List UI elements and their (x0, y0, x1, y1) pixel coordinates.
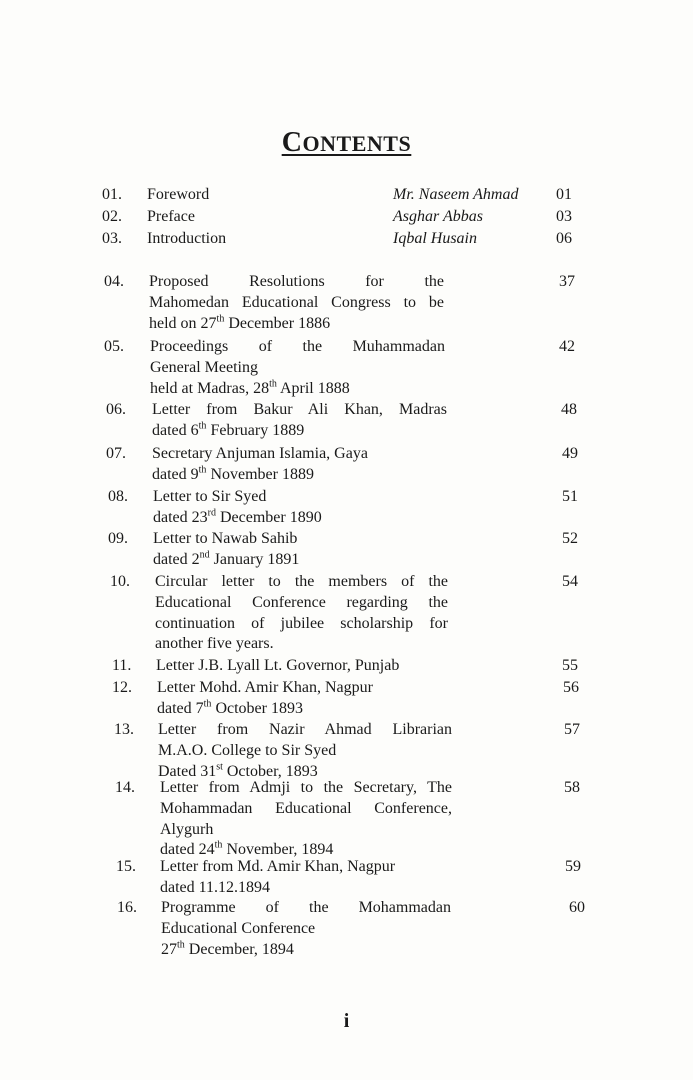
entry-line: held on 27th December 1886 (149, 313, 331, 332)
entry-number: 10. (110, 573, 130, 590)
entry-title (152, 400, 447, 442)
ordinal-suffix: th (216, 313, 225, 325)
entry-line: dated 6th February 1889 (152, 420, 305, 439)
entry-number: 11. (112, 657, 132, 674)
entry-page-number: 49 (562, 445, 578, 462)
entry-line: another five years. (155, 635, 274, 653)
entry-line: dated 7th October 1893 (157, 698, 303, 717)
ordinal-suffix: nd (199, 549, 210, 561)
entry-line: Letter to Nawab Sahib (153, 530, 298, 547)
entry-title (150, 337, 445, 399)
entry-title (152, 444, 447, 486)
entry-line: Proposed Resolutions for the (149, 273, 444, 290)
entry-title (153, 487, 448, 529)
entry-number: 09. (108, 530, 128, 547)
entry-number: 01. (102, 186, 122, 203)
entry-line: Letter Mohd. Amir Khan, Nagpur (157, 679, 373, 696)
ordinal-suffix: rd (207, 507, 216, 519)
ordinal-suffix: st (216, 761, 223, 773)
entry-line: dated 24th November, 1894 (160, 840, 334, 859)
entry-number: 12. (112, 679, 132, 696)
entry-line: Educational Conference regarding the (155, 593, 448, 611)
entry-line: M.A.O. College to Sir Syed (158, 741, 337, 759)
entry-title (160, 857, 452, 899)
entry-line: Letter from Bakur Ali Khan, Madras (152, 401, 447, 418)
entry-number: 13. (114, 721, 134, 738)
entry-line: Educational Conference (161, 919, 316, 937)
entry-author: Iqbal Husain (393, 230, 477, 247)
entry-line: dated 9th November 1889 (152, 464, 314, 483)
entry-line: continuation of jubilee scholarship for (155, 614, 448, 632)
ordinal-suffix: th (198, 464, 207, 476)
entry-line: Secretary Anjuman Islamia, Gaya (152, 445, 368, 462)
entry-page-number: 55 (562, 657, 578, 674)
entry-number: 07. (106, 445, 126, 462)
entry-title (158, 720, 452, 782)
entry-page-number: 52 (562, 530, 578, 547)
entry-line: Alygurh (160, 820, 214, 838)
entry-page-number: 48 (561, 401, 577, 418)
entry-title (149, 272, 444, 334)
entry-line: Letter J.B. Lyall Lt. Governor, Punjab (156, 657, 400, 674)
entry-line: dated 2nd January 1891 (153, 549, 300, 568)
entry-number: 02. (102, 208, 122, 225)
entry-number: 06. (106, 401, 126, 418)
entry-line: Dated 31st October, 1893 (158, 761, 318, 780)
entry-line: Letter from Md. Amir Khan, Nagpur (160, 858, 396, 875)
entry-title (153, 529, 448, 571)
ordinal-suffix: th (214, 840, 223, 852)
entry-line: Proceedings of the Muhammadan (150, 338, 445, 355)
entry-title (160, 778, 452, 861)
entry-page-number: 56 (563, 679, 579, 696)
ordinal-suffix: th (177, 939, 185, 951)
ordinal-suffix: th (198, 420, 207, 432)
entry-title: Preface (147, 208, 195, 225)
entry-number: 15. (116, 858, 136, 875)
entry-line: held at Madras, 28th April 1888 (150, 378, 350, 397)
entry-title (156, 656, 451, 677)
entry-title: Foreword (147, 186, 210, 203)
entry-line: 27th December, 1894 (161, 939, 294, 958)
entry-line: Letter from Nazir Ahmad Librarian (158, 721, 452, 738)
ordinal-suffix: th (269, 378, 277, 390)
entry-author: Asghar Abbas (393, 208, 483, 225)
entry-line: Letter to Sir Syed (153, 488, 267, 505)
entry-title (157, 678, 452, 720)
page-title: CONTENTS (281, 127, 412, 158)
entry-number: 05. (104, 338, 124, 355)
entry-page-number: 59 (565, 858, 581, 875)
page-number: i (343, 1010, 350, 1032)
entry-number: 03. (102, 230, 122, 247)
entry-author: Mr. Naseem Ahmad (393, 186, 519, 203)
entry-page-number: 01 (556, 186, 572, 203)
entry-line: Programme of the Mohammadan (161, 899, 451, 916)
entry-number: 14. (115, 779, 135, 796)
entry-page-number: 06 (556, 230, 572, 247)
entry-page-number: 58 (564, 779, 580, 796)
entry-page-number: 57 (564, 721, 580, 738)
entry-page-number: 03 (556, 208, 572, 225)
entry-title: Introduction (147, 230, 227, 247)
entry-line: dated 23rd December 1890 (153, 507, 322, 526)
entry-line: dated 11.12.1894 (160, 878, 271, 896)
entry-number: 04. (104, 273, 124, 290)
entry-title (155, 572, 448, 655)
entry-line: Mahomedan Educational Congress to be (149, 293, 444, 311)
entry-line: Letter from Admji to the Secretary, The (160, 779, 452, 796)
ordinal-suffix: th (203, 698, 212, 710)
entry-line: Circular letter to the members of the (155, 573, 448, 590)
entry-page-number: 54 (562, 573, 578, 590)
entry-number: 08. (108, 488, 128, 505)
entry-page-number: 42 (559, 338, 575, 355)
entry-page-number: 37 (559, 273, 575, 290)
entry-number: 16. (117, 899, 137, 916)
entry-title (161, 898, 451, 960)
entry-line: General Meeting (150, 358, 258, 376)
entry-line: Mohammadan Educational Conference, (160, 799, 452, 817)
entry-page-number: 60 (569, 899, 585, 916)
entry-page-number: 51 (562, 488, 578, 505)
